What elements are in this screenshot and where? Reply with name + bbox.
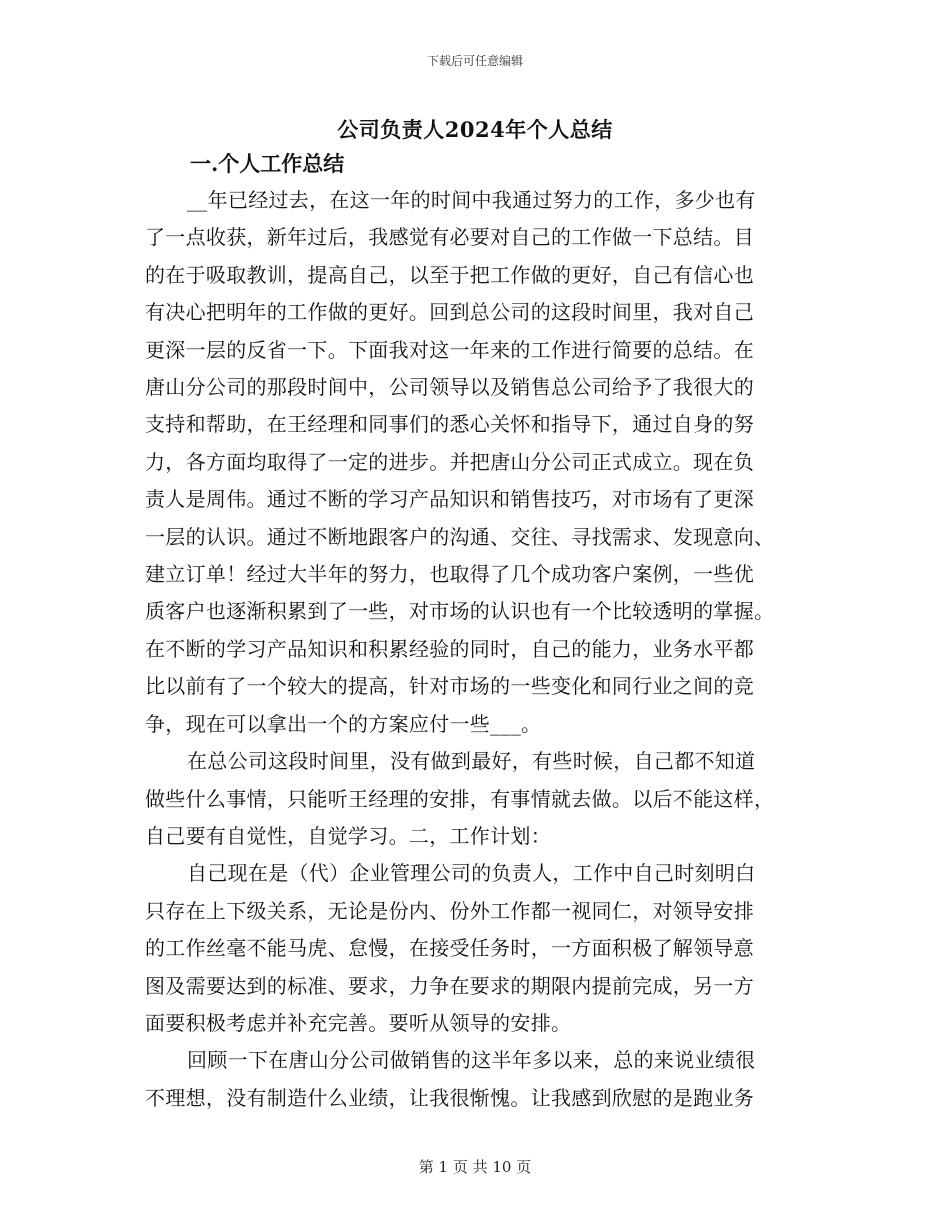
text-line: 有决心把明年的工作做的更好。回到总公司的这段时间里，我对自己 <box>145 300 754 325</box>
text-line: 只存在上下级关系，无论是份内、份外工作都一视同仁，对领导安排 <box>145 898 754 923</box>
text-line: 更深一层的反省一下。下面我对这一年来的工作进行简要的总结。在 <box>145 337 754 362</box>
section-heading: 一.个人工作总结 <box>190 151 345 176</box>
text-line: 质客户也逐渐积累到了一些，对市场的认识也有一个比较透明的掌握。 <box>145 599 775 624</box>
text-line: __年已经过去，在这一年的时间中我通过努力的工作，多少也有 <box>187 188 756 212</box>
text-line: 支持和帮助，在王经理和同事们的悉心关怀和指导下，通过自身的努 <box>145 412 754 437</box>
paragraph <box>145 182 805 743</box>
text-line: 在不断的学习产品知识和积累经验的同时，自己的能力，业务水平都 <box>145 636 754 661</box>
text-line: 一层的认识。通过不断地跟客户的沟通、交往、寻找需求、发现意向、 <box>145 524 775 549</box>
text-line: 不理想，没有制造什么业绩，让我很惭愧。让我感到欣慰的是跑业务 <box>145 1085 754 1110</box>
text-line: 在总公司这段时间里，没有做到最好，有些时候，自己都不知道 <box>187 749 756 774</box>
text-line: 建立订单！经过大半年的努力，也取得了几个成功客户案例，一些优 <box>145 562 754 587</box>
text-line: 力，各方面均取得了一定的进步。并把唐山分公司正式成立。现在负 <box>145 449 754 474</box>
text-line: 了一点收获，新年过后，我感觉有必要对自己的工作做一下总结。目 <box>145 225 754 250</box>
text-line: 争，现在可以拿出一个的方案应付一些___。 <box>145 711 542 736</box>
text-line: 回顾一下在唐山分公司做销售的这半年多以来，总的来说业绩很 <box>187 1048 756 1073</box>
paragraph <box>145 1042 805 1117</box>
text-line: 做些什么事情，只能听王经理的安排，有事情就去做。以后不能这样， <box>145 786 775 811</box>
text-line: 自己现在是（代）企业管理公司的负责人，工作中自己时刻明白 <box>187 861 756 886</box>
page-number-footer: 第 1 页 共 10 页 <box>418 1158 532 1176</box>
text-line: 唐山分公司的那段时间中，公司领导以及销售总公司给予了我很大的 <box>145 375 754 400</box>
document-body <box>145 182 805 1117</box>
text-line: 比以前有了一个较大的提高，针对市场的一些变化和同行业之间的竞 <box>145 674 754 699</box>
paragraph <box>145 855 805 1042</box>
text-line: 图及需要达到的标准、要求，力争在要求的期限内提前完成，另一方 <box>145 973 754 998</box>
page-header: 下载后可任意编辑 <box>426 54 523 68</box>
text-line: 自己要有自觉性，自觉学习。二，工作计划： <box>145 823 551 848</box>
text-line: 的在于吸取教训，提高自己，以至于把工作做的更好，自己有信心也 <box>145 262 754 287</box>
text-line: 责人是周伟。通过不断的学习产品知识和销售技巧，对市场有了更深 <box>145 487 754 512</box>
text-line: 的工作丝毫不能马虎、怠慢，在接受任务时，一方面积极了解领导意 <box>145 936 754 961</box>
text-line: 面要积极考虑并补充完善。要听从领导的安排。 <box>145 1010 572 1035</box>
paragraph <box>145 743 805 855</box>
document-title: 公司负责人2024年个人总结 <box>337 117 613 142</box>
